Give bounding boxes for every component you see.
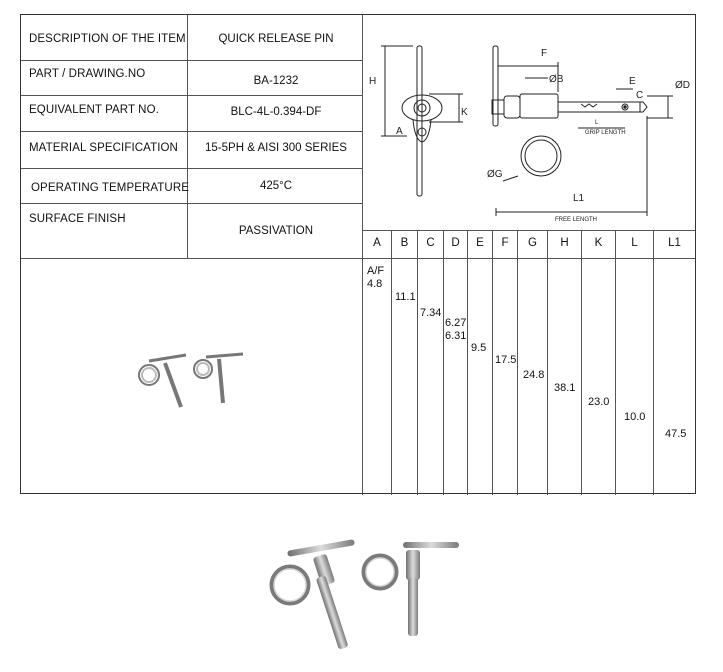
dimension-value-line: A/F (367, 265, 385, 277)
column-header-l1-text: L1 (668, 237, 681, 249)
property-value: 425°C (259, 180, 293, 192)
property-label: EQUIVALENT PART NO. (29, 104, 159, 116)
label-d: ØD (675, 80, 690, 91)
technical-drawing (363, 16, 695, 229)
label-h: H (369, 76, 377, 87)
divider (21, 95, 362, 96)
dimension-value-f: 17.5 (495, 354, 517, 366)
column-header-d: D (451, 237, 460, 249)
divider (653, 230, 654, 495)
divider (417, 230, 418, 495)
property-value: QUICK RELEASE PIN (218, 33, 334, 45)
divider (517, 230, 518, 495)
end-view-drawing (381, 46, 463, 196)
property-value: 15-5PH & AISI 300 SERIES (205, 142, 347, 154)
property-label: PART / DRAWING.NO (29, 68, 146, 80)
divider (21, 131, 362, 132)
divider (581, 230, 582, 495)
product-photo-small (131, 345, 251, 415)
dimension-value-line: 4.8 (367, 278, 383, 290)
label-f: F (541, 48, 548, 59)
divider (21, 60, 362, 61)
label-l: L (595, 120, 599, 126)
column-header-l: L (631, 237, 638, 249)
column-header-c: C (426, 237, 435, 249)
column-header-h: H (560, 237, 569, 249)
divider (21, 203, 362, 204)
property-value: PASSIVATION (238, 225, 314, 237)
property-label: DESCRIPTION OF THE ITEM (29, 33, 186, 45)
divider (615, 230, 616, 495)
label-b: ØB (549, 74, 564, 85)
divider (547, 230, 548, 495)
property-label: OPERATING TEMPERATURE (31, 182, 190, 194)
divider (21, 258, 362, 259)
dimension-value-l1: 47.5 (665, 428, 687, 440)
divider (362, 230, 695, 231)
column-header-a: A (373, 237, 381, 249)
dimension-value-c: 7.34 (420, 307, 442, 319)
column-header-e: E (476, 237, 484, 249)
property-label: MATERIAL SPECIFICATION (29, 142, 178, 154)
divider (467, 230, 468, 495)
dimension-value-l: 10.0 (624, 411, 646, 423)
column-header-f: F (501, 237, 509, 249)
side-view-drawing (492, 46, 673, 216)
label-free-length: FREE LENGTH (555, 217, 598, 223)
divider (443, 230, 444, 495)
label-l1: L1 (573, 193, 585, 204)
label-a: A (396, 126, 403, 137)
divider (492, 230, 493, 495)
dimension-value-h: 38.1 (554, 382, 576, 394)
product-photo-large (255, 530, 475, 660)
label-c: C (636, 90, 644, 101)
dimension-value-k: 23.0 (588, 396, 610, 408)
label-e: E (629, 76, 636, 87)
dimension-value-b: 11.1 (395, 291, 416, 303)
divider (21, 168, 362, 169)
dimension-value-line: 6.31 (445, 330, 467, 342)
dimension-value-e: 9.5 (471, 342, 487, 354)
column-header-k: K (594, 237, 603, 249)
column-header-l1 (654, 237, 695, 249)
dimension-value-d (445, 317, 466, 343)
column-header-g: G (528, 237, 537, 249)
spec-sheet (20, 14, 696, 494)
property-value: BA-1232 (253, 75, 299, 87)
dimension-value-g: 24.8 (523, 369, 545, 381)
property-value: BLC-4L-0.394-DF (230, 106, 322, 118)
dimension-value-a (367, 265, 384, 291)
divider (187, 15, 188, 258)
label-k: K (461, 107, 468, 118)
divider (362, 258, 695, 259)
column-header-b: B (400, 237, 409, 249)
divider (391, 230, 392, 495)
dimension-value-line: 6.27 (445, 317, 467, 329)
property-label: SURFACE FINISH (29, 213, 126, 225)
label-g: ØG (487, 169, 503, 180)
label-grip-length: GRIP LENGTH (585, 130, 626, 136)
